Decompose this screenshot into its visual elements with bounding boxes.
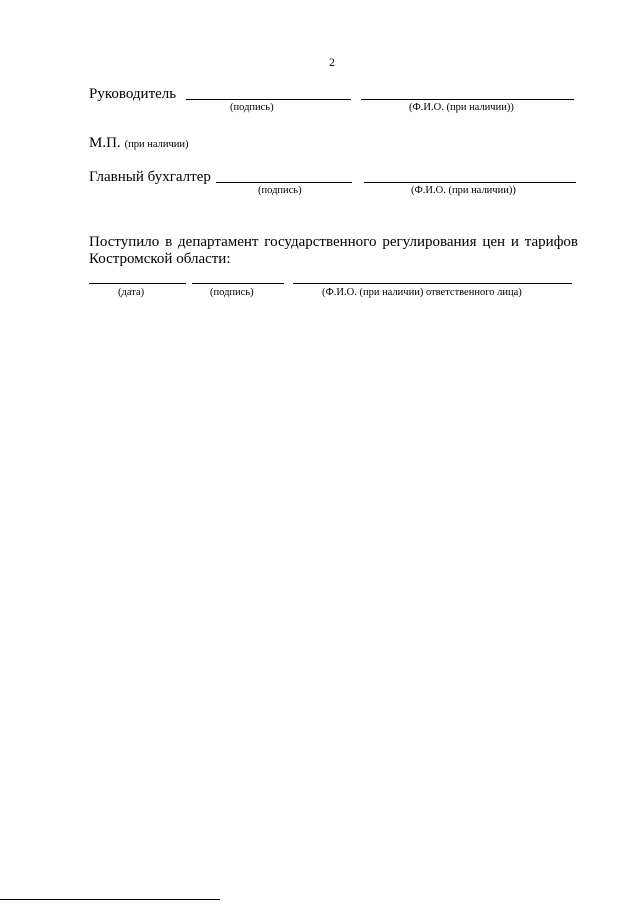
manager-signature-caption: (подпись) — [230, 102, 274, 113]
manager-name-line — [361, 99, 574, 100]
receipt-text-line-2: Костромской области: — [89, 251, 231, 267]
receipt-date-caption: (дата) — [118, 287, 145, 298]
manager-signature-line — [186, 99, 351, 100]
chief-accountant-signature-caption: (подпись) — [258, 185, 302, 196]
receipt-signature-caption: (подпись) — [210, 287, 254, 298]
receipt-signature-line — [192, 283, 284, 284]
receipt-name-caption: (Ф.И.О. (при наличии) ответственного лица) — [322, 287, 522, 298]
chief-accountant-name-line — [364, 182, 576, 183]
stamp-block — [89, 134, 189, 152]
receipt-date-line — [89, 283, 186, 284]
page-number: 2 — [329, 55, 335, 69]
chief-accountant-name-caption: (Ф.И.О. (при наличии)) — [411, 185, 516, 196]
stamp-label: М.П. — [89, 135, 121, 151]
manager-name-caption: (Ф.И.О. (при наличии)) — [409, 102, 514, 113]
chief-accountant-label: Главный бухгалтер — [89, 169, 211, 185]
receipt-text-line-1: Поступило в департамент государственного регулирования цен и тарифов — [89, 234, 578, 250]
stamp-note: (при наличии) — [124, 139, 189, 150]
manager-label: Руководитель — [89, 86, 177, 102]
chief-accountant-signature-line — [216, 182, 352, 183]
footer-rule — [0, 899, 220, 900]
receipt-name-line — [293, 283, 572, 284]
